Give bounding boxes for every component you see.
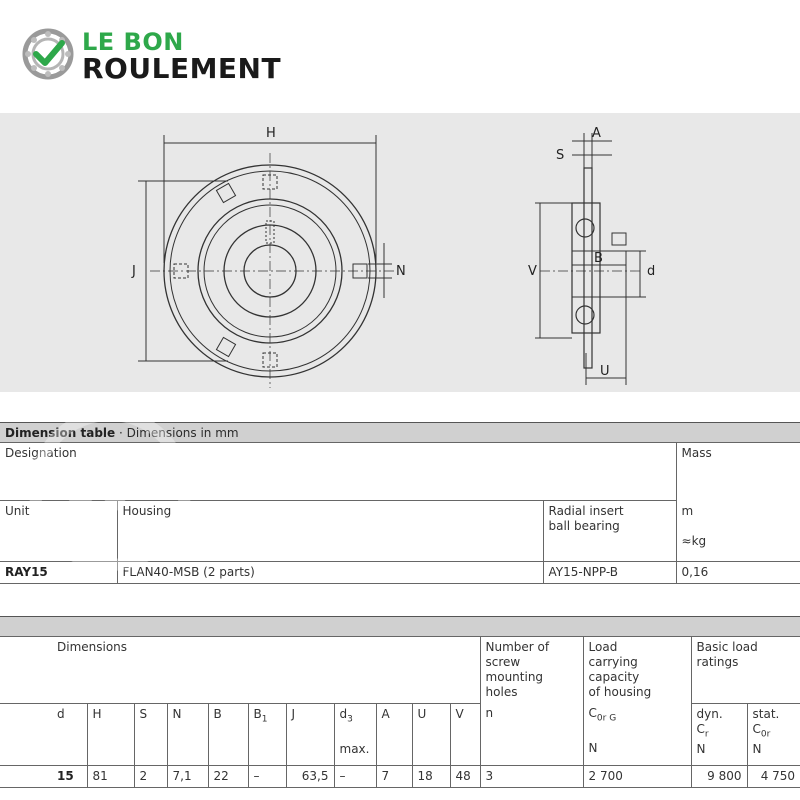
housing-header: Housing [117, 501, 543, 562]
dimension-table-title: Dimension table [5, 426, 116, 440]
bearing-value: AY15-NPP-B [543, 562, 676, 584]
basic-load-header: Basic load ratings [691, 637, 800, 704]
label-N: N [396, 264, 406, 279]
col-C0r: stat. $C_{0r}$ N [747, 703, 800, 765]
load-capacity-header: Load carrying capacity of housing [583, 637, 691, 704]
label-d: d [647, 264, 656, 279]
designation-header: Designation [0, 443, 676, 501]
dimensions-table-header [0, 616, 800, 636]
col-A: A [376, 703, 412, 765]
label-S: S [556, 148, 565, 163]
label-V: V [528, 264, 537, 279]
col-V: V [450, 703, 480, 765]
val-C0r: 4 750 [747, 765, 800, 787]
table-row [0, 765, 800, 787]
dimensions-header: Dimensions [0, 637, 480, 704]
dimensions-load-table [0, 616, 800, 788]
unit-value: RAY15 [0, 562, 117, 584]
dimension-table [0, 422, 800, 584]
logo-line2: ROULEMENT [82, 52, 282, 85]
val-Cr: 9 800 [691, 765, 747, 787]
unit-header: Unit [0, 501, 117, 562]
logo-line1: LE BON [82, 28, 184, 56]
val-N: 7,1 [167, 765, 208, 787]
designation-table [0, 442, 800, 584]
technical-drawing [0, 113, 800, 392]
col-d3: $d_3$ max. [334, 703, 376, 765]
dimension-table-header [0, 422, 800, 442]
mass-unit-header: m ≈kg [676, 501, 800, 562]
col-H: H [87, 703, 134, 765]
val-U: 18 [412, 765, 450, 787]
bearing-check-icon [22, 28, 74, 80]
val-C0rG: 2 700 [583, 765, 691, 787]
screw-holes-header: Number of screw mounting holes [480, 637, 583, 704]
brand-logo [22, 26, 322, 85]
val-d3: – [334, 765, 376, 787]
val-J: 63,5 [286, 765, 334, 787]
dimensions-table [0, 636, 800, 788]
val-d: 15 [0, 765, 87, 787]
col-S: S [134, 703, 167, 765]
col-Cr: dyn. $C_r$ N [691, 703, 747, 765]
label-U: U [600, 364, 610, 379]
val-B: 22 [208, 765, 248, 787]
col-J: J [286, 703, 334, 765]
val-B1: – [248, 765, 286, 787]
col-C0rG: $C_{0r G}$ N [583, 703, 691, 765]
col-n: n [480, 703, 583, 765]
col-B1: $B_1$ [248, 703, 286, 765]
col-U: U [412, 703, 450, 765]
col-B: B [208, 703, 248, 765]
val-V: 48 [450, 765, 480, 787]
val-n: 3 [480, 765, 583, 787]
radial-insert-header: Radial insert ball bearing [543, 501, 676, 562]
val-A: 7 [376, 765, 412, 787]
mass-header: Mass [676, 443, 800, 501]
label-B: B [594, 251, 603, 266]
label-H: H [266, 126, 276, 141]
val-S: 2 [134, 765, 167, 787]
label-J: J [132, 264, 136, 279]
val-H: 81 [87, 765, 134, 787]
col-N: N [167, 703, 208, 765]
label-A: A [592, 126, 601, 141]
housing-value: FLAN40-MSB (2 parts) [117, 562, 543, 584]
col-d: d [0, 703, 87, 765]
mass-value: 0,16 [676, 562, 800, 584]
drawing-svg [0, 113, 800, 392]
dimension-table-subtitle: · Dimensions in mm [118, 426, 239, 440]
